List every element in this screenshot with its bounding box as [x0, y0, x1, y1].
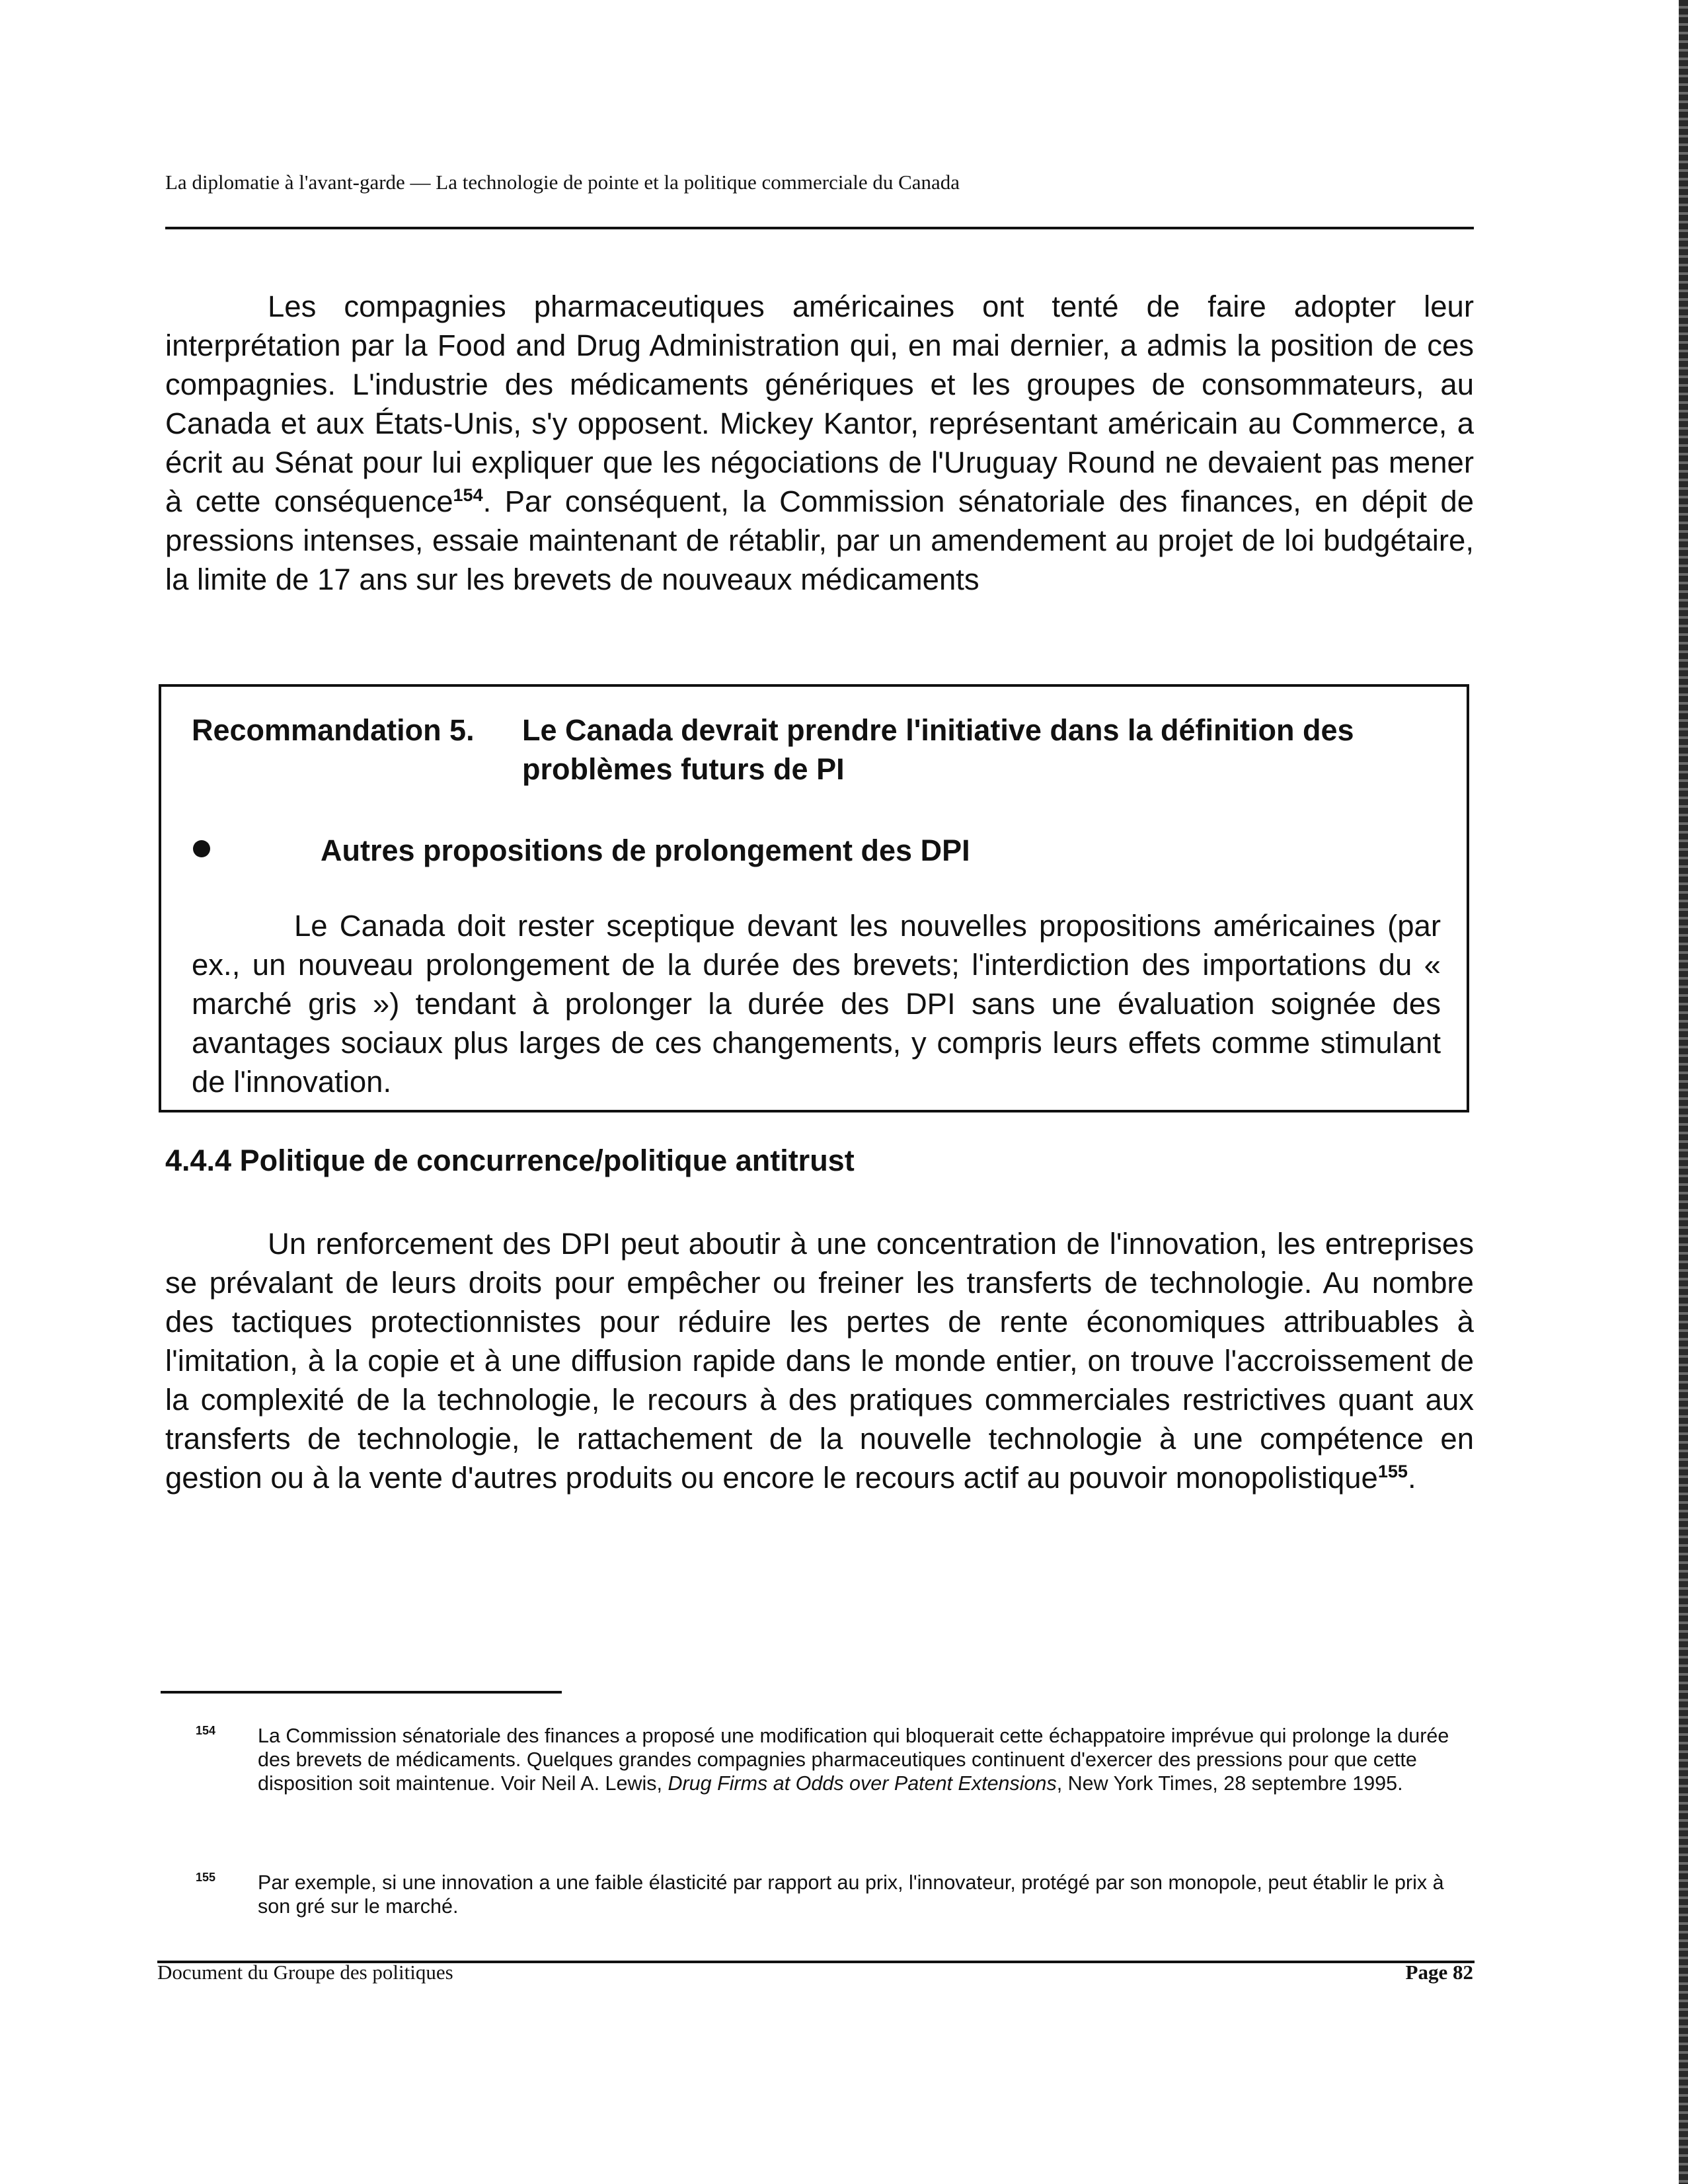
footnote-number: 154 [196, 1724, 216, 1737]
recommendation-label: Recommandation 5. [192, 713, 475, 747]
footnote-text [258, 1724, 1473, 1795]
header-rule [165, 227, 1474, 229]
bullet-item [192, 831, 1447, 871]
paragraph-dpi-end: . [1407, 1461, 1416, 1495]
footnote-number: 155 [196, 1871, 216, 1884]
footnote-text: Par exemple, si une innovation a une faible élasticité par rapport au prix, l'innovateur, protégé par son monopole, peut établir le prix à son gré sur le marché. [258, 1871, 1444, 1918]
paragraph-pharma-text-b: . Par conséquent, la Commission sénatoriale des finances, en dépit de pressions intenses, essaie maintenant de rétablir, par un amendement au projet de loi budgétaire, la limite de 17 ans sur les brevets de nouveaux médicaments [165, 485, 1475, 596]
paragraph-dpi-text: Un renforcement des DPI peut aboutir à une concentration de l'innovation, les entreprises se prévalant de leurs droits pour empêcher ou freiner les transferts de technologie. Au nombre des tactiques protectionnistes pour réduire les pertes de rente économiques attribuables à l'imitation, à la copie et à une diffusion rapide dans le monde entier, on trouve l'accroissement de la complexité de la technologie, le recours à des pratiques commerciales restrictives quant aux transferts de technologie, le rattachement de la nouvelle technologie à une compétence en gestion ou à la vente d'autres produits ou encore le recours actif au pouvoir monopolistique [165, 1227, 1474, 1495]
footnote-ref-154[interactable]: 154 [453, 485, 483, 505]
scan-edge [1679, 0, 1688, 2184]
section-heading: 4.4.4 Politique de concurrence/politique antitrust [165, 1144, 855, 1177]
bullet-icon [193, 840, 210, 857]
footnote-text-a: La Commission sénatoriale des finances a proposé une modification qui bloquerait cette échappatoire imprévue qui prolonge la durée des brevets de médicaments. Quelques grandes compagnies pharmaceutiques continuent d'exercer des pressions pour que cette disposition soit maintenue. Voir Neil A. Lewis, [258, 1725, 1449, 1795]
bullet-heading: Autres propositions de prolongement des DPI [321, 834, 970, 867]
recommendation-text: Le Canada doit rester sceptique devant les nouvelles propositions américaines (par ex., un nouveau prolongement de la durée des brevets; l'interdiction des importations du « marché gris ») tendant à prolonger la durée des DPI sans une évaluation soignée des avantages sociaux plus larges de ces changements, y compris leurs effets comme stimulant de l'innovation. [192, 909, 1441, 1099]
paragraph-dpi [165, 1224, 1474, 1497]
page-number: Page 82 [1405, 1961, 1473, 1984]
footnote-cited-title: Drug Firms at Odds over Patent Extensions [668, 1772, 1057, 1795]
paragraph-pharma-text-a: Les compagnies pharmaceutiques américaines ont tenté de faire adopter leur interprétation par la Food and Drug Administration qui, en mai dernier, a admis la position de ces compagnies. L'industrie des médicaments génériques et les groupes de consommateurs, au Canada et aux États-Unis, s'y opposent. Mickey Kantor, représentant américain au Commerce, a écrit au Sénat pour lui expliquer que les négociations de l'Uruguay Round ne devaient pas mener à cette conséquence [165, 290, 1474, 518]
recommendation-title-text: Le Canada devrait prendre l'initiative dans la définition des problèmes futurs de PI [522, 713, 1354, 786]
recommendation-box [159, 684, 1469, 1112]
footnote-ref-155[interactable]: 155 [1377, 1461, 1408, 1481]
running-header: La diplomatie à l'avant-garde — La technologie de pointe et la politique commerciale du Canada [165, 171, 960, 194]
footer-document-label: Document du Groupe des politiques [157, 1961, 453, 1984]
paragraph-pharma [165, 287, 1474, 599]
footnote-text-b: , New York Times, 28 septembre 1995. [1056, 1772, 1403, 1795]
footnote-separator [161, 1691, 562, 1694]
